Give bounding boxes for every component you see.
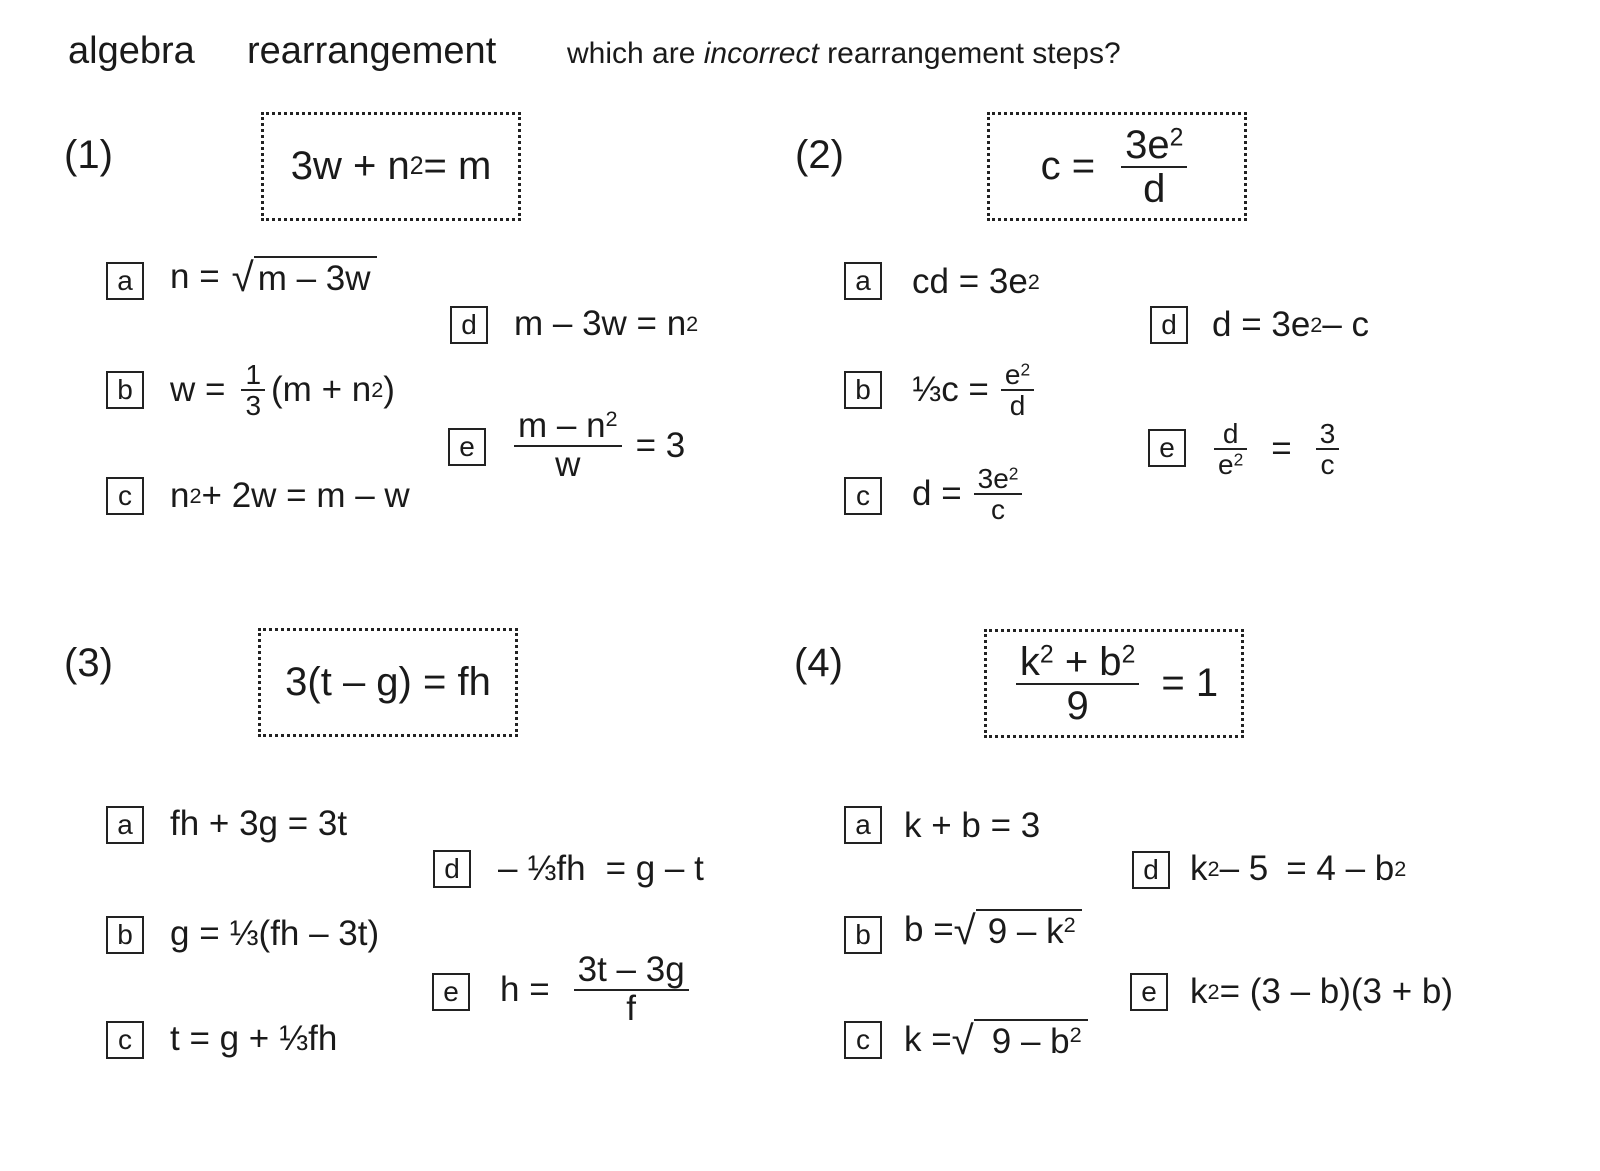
p1a-radicand: m – 3w [254,256,377,299]
p1-option-d: m – 3w = n 2 [514,304,699,343]
p2-option-a: cd = 3e 2 [912,262,1040,301]
p2c-den: c [991,494,1006,525]
p2e-equals: = [1271,429,1292,468]
p4d-pre: k [1190,849,1208,888]
p2b-fraction [1001,360,1034,421]
p2-label-d[interactable]: d [1150,306,1188,344]
p2c-num-text: 3e [977,462,1009,494]
p3-label-b[interactable]: b [106,916,144,954]
p2b-num-sup: 2 [1020,358,1031,379]
problem-2-number: (2) [795,133,844,177]
question-emphasis: incorrect [703,37,819,70]
given-2-num-sup: 2 [1169,124,1184,152]
p4-label-a[interactable]: a [844,806,882,844]
p1b-post: (m + n [271,370,372,409]
p2-label-b[interactable]: b [844,371,882,409]
p1d-pre: m – 3w = n [514,304,687,343]
p4-option-b [904,900,1082,960]
p1a-lhs: n = [170,257,220,296]
given-2-num [1121,124,1187,166]
p4e-post: = (3 – b)(3 + b) [1219,972,1454,1011]
p3-label-c[interactable]: c [106,1021,144,1059]
p1b-post2: ) [383,370,395,409]
p2-label-e[interactable]: e [1148,429,1186,467]
p2-option-c [912,458,1028,530]
question-post: rearrangement steps? [827,37,1121,70]
title-rearrangement: rearrangement [247,30,497,72]
p3b-text: g = ⅓(fh – 3t) [170,914,380,953]
problem-4-number: (4) [794,641,843,685]
p2a-pre: cd = 3e [912,262,1028,301]
p2b-den: d [1009,390,1026,421]
p2e-num1: d [1222,417,1239,449]
p4b-sqrt [954,909,1082,952]
p3-option-a [170,800,347,848]
p2-option-d: d = 3e 2 – c [1212,305,1370,344]
given-4-post: = 1 [1161,661,1219,705]
p2e-den1-sup: 2 [1233,449,1244,470]
p1b-num: 1 [245,358,262,390]
p3-label-e[interactable]: e [432,973,470,1011]
question-prompt [567,37,1121,71]
p3e-num: 3t – 3g [577,950,685,990]
given-4-sup-b: 2 [1121,641,1136,669]
p3d-pre: – ⅓fh [498,849,586,888]
p2-option-b [912,355,1040,425]
p4-option-e: k 2 = (3 – b)(3 + b) [1190,972,1454,1011]
p2e-den1-text: e [1218,449,1234,480]
p4-label-d[interactable]: d [1132,851,1170,889]
p4-option-a [904,802,1040,850]
given-4-den: 9 [1066,683,1089,728]
p3c-text: t = g + ⅓fh [170,1019,338,1058]
p1e-fraction [514,408,622,484]
p2e-num2: 3 [1319,417,1336,449]
p1e-den: w [555,445,581,484]
p1-option-b: w = $\frac{1}{3}$ (m + n 2 ) [170,358,395,421]
sqrt-sign: √ [231,255,254,300]
p4a-text: k + b = 3 [904,806,1041,845]
p3-label-d[interactable]: d [433,850,471,888]
problem-4-given [984,629,1244,738]
problem-1-number: (1) [64,133,113,177]
p1-option-c: n 2 + 2w = m – w [170,476,410,515]
p2d-post: – c [1322,305,1370,344]
given-3-text: 3(t – g) = fh [285,660,491,704]
p2-label-a[interactable]: a [844,262,882,300]
p1-label-d[interactable]: d [450,306,488,344]
p1b-den: 3 [245,390,262,421]
p2e-fraction-right [1316,419,1340,480]
given-1-part-b: = m [423,144,492,188]
p2b-num-text: e [1004,358,1021,390]
given-4-num [1016,641,1139,683]
p4c-radicand [974,1019,1088,1062]
problem-3-given [258,628,518,737]
p3-label-a[interactable]: a [106,806,144,844]
given-2-den: d [1143,166,1166,211]
problem-1-given: 3w + n 2 = m [261,112,521,221]
p4b-rad-sup: 2 [1063,911,1076,937]
p2e-den1 [1214,450,1247,479]
problem-3-number: (3) [64,641,113,685]
p1e-post: = 3 [635,426,686,465]
given-4-sup-a: 2 [1039,641,1054,669]
p4c-rad-sup: 2 [1069,1021,1082,1047]
given-2-num-text: 3e [1125,122,1170,167]
p4e-pre: k [1190,972,1208,1011]
p2b-lhs: ⅓c = [912,370,989,409]
given-4-fraction [1016,641,1139,727]
p3-option-e [500,946,695,1034]
p1c-post: + 2w = m – w [201,476,410,515]
given-2-fraction [1121,124,1187,210]
p2c-lhs: d = [912,474,962,513]
problem-2-given [987,112,1247,221]
given-4-num-a: k [1019,639,1040,684]
p3-option-b [170,910,379,958]
p4b-lhs: b = [904,910,954,949]
p1-label-e[interactable]: e [448,428,486,466]
p2b-num [1001,360,1034,389]
p1e-num-text: m – n [518,406,606,446]
p1e-num-sup: 2 [605,406,618,432]
p1b-fraction [241,360,265,421]
p1-label-a[interactable]: a [106,262,144,300]
p1-option-a [170,248,377,306]
question-pre: which are [567,37,696,70]
given-2-lhs: c = [1040,144,1096,188]
sqrt-sign: √ [951,1018,974,1063]
given-1-part-a: 3w + n [290,144,410,188]
p3e-lhs: h = [500,970,550,1009]
p4d-mid: – 5 [1219,849,1269,888]
p2-label-c[interactable]: c [844,477,882,515]
title-algebra: algebra [68,30,195,72]
p4c-lhs: k = [904,1020,952,1059]
p2c-fraction [974,464,1023,525]
p2e-fraction-left [1214,419,1247,480]
p2e-den2: c [1320,449,1335,480]
p4-option-d: k 2 – 5 = 4 – b 2 [1190,849,1407,888]
p3e-fraction [574,952,689,1028]
p3a-text: fh + 3g = 3t [170,804,348,843]
p1-label-c[interactable]: c [106,477,144,515]
p1-label-b[interactable]: b [106,371,144,409]
p4-label-b[interactable]: b [844,916,882,954]
p1e-num [514,408,622,445]
p3e-den: f [626,989,637,1028]
p2c-num [974,464,1023,493]
p1b-lhs: w = [170,370,226,409]
p1c-pre: n [170,476,190,515]
given-4-num-b: + b [1053,639,1122,684]
p1a-sqrt [232,256,377,299]
p4b-radicand-text: 9 – k [987,911,1064,951]
p3-option-d [498,845,704,893]
p4d-post: = 4 – b [1286,849,1395,888]
p4c-radicand-text: 9 – b [991,1021,1070,1061]
p2d-pre: d = 3e [1212,305,1311,344]
p4-option-c [904,1010,1088,1070]
p3-option-c [170,1015,337,1063]
p1-option-e [508,405,685,487]
p2-option-e [1208,414,1345,484]
p4-label-c[interactable]: c [844,1021,882,1059]
p4-label-e[interactable]: e [1130,973,1168,1011]
p2c-num-sup: 2 [1008,462,1019,483]
p4c-sqrt [952,1019,1088,1062]
sqrt-sign: √ [953,908,976,953]
p4b-radicand [976,909,1082,952]
p3d-post: = g – t [605,849,704,888]
